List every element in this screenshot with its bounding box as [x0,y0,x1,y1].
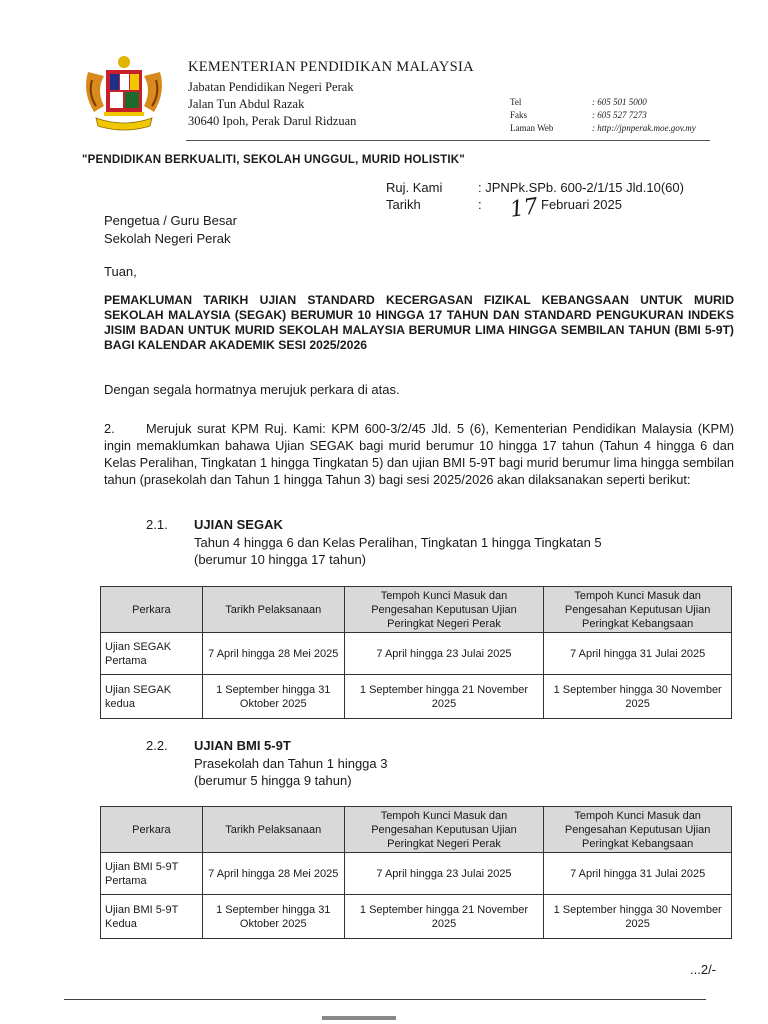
address-line-2: Jalan Tun Abdul Razak [188,97,305,111]
website-label: Laman Web [510,123,554,133]
table-row [101,853,732,895]
column-header: Perkara [101,587,203,633]
section-2-1-line1: Tahun 4 hingga 6 dan Kelas Peralihan, Tingkatan 1 hingga Tingkatan 5 [194,535,602,550]
section-2-2-title: UJIAN BMI 5-9T [194,738,291,753]
column-header: Perkara [101,807,203,853]
table-cell: Ujian BMI 5-9T Pertama [101,853,203,895]
handwritten-day: 17 [508,194,540,223]
table-cell: 7 April hingga 28 Mei 2025 [202,633,344,675]
table-row [101,895,732,939]
table-cell: Ujian SEGAK kedua [101,675,203,719]
section-2-1-line2: (berumur 10 hingga 17 tahun) [194,552,367,567]
column-header: Tempoh Kunci Masuk dan Pengesahan Keputusan Ujian Peringkat Kebangsaan [544,807,732,853]
page-continuation: ...2/- [690,962,717,977]
salutation: Tuan, [104,264,137,279]
tel-label: Tel [510,97,522,107]
recipient-line-2: Sekolah Negeri Perak [104,231,231,246]
address-line-3: 30640 Ipoh, Perak Darul Ridzuan [188,114,357,128]
footer-logo-strip [322,1016,396,1020]
recipient-line-1: Pengetua / Guru Besar [104,213,237,228]
opening-line: Dengan segala hormatnya merujuk perkara di atas. [104,382,400,397]
table-cell: 7 April hingga 28 Mei 2025 [202,853,344,895]
section-2-2-number: 2.2. [146,738,168,753]
table-cell: Ujian SEGAK Pertama [101,633,203,675]
column-header: Tarikh Pelaksanaan [202,807,344,853]
paragraph-2-text: Merujuk surat KPM Ruj. Kami: KPM 600-3/2/45 Jld. 5 (6), Kementerian Pendidikan Malaysia (KPM) ingin memaklumkan bahawa Ujian SEGAK bagi murid berumur 10 hingga 17 tahun (Tahun 4 hingga 6 dan Kelas Peralihan, Tingkatan 1 hingga Tingkatan 5) dan ujian BMI 5-9T bagi murid berumur lima hingga sembilan tahun (prasekolah dan Tahun 1 hingga Tahun 3) bagi sesi 2025/2026 akan dilaksanakan seperti berikut: [104,421,734,487]
section-2-1-number: 2.1. [146,517,168,532]
fax-value: : 605 527 7273 [592,110,647,120]
table-cell: 1 September hingga 30 November 2025 [544,895,732,939]
table-cell: 7 April hingga 23 Julai 2025 [344,633,544,675]
website-value: : http://jpnperak.moe.gov.my [592,123,696,133]
table-cell: 1 September hingga 30 November 2025 [544,675,732,719]
malaysia-coat-of-arms-logo [74,52,174,134]
table-row [101,633,732,675]
letterhead-divider [186,140,710,141]
segak-schedule-table [100,586,732,719]
table-cell: 1 September hingga 31 Oktober 2025 [202,895,344,939]
letter-subject: PEMAKLUMAN TARIKH UJIAN STANDARD KECERGASAN FIZIKAL KEBANGSAAN UNTUK MURID SEKOLAH MALAYSIA (SEGAK) BERUMUR 10 HINGGA 17 TAHUN DAN STANDARD PENGUKURAN INDEKS JISIM BADAN UNTUK MURID SEKOLAH MALAYSIA BERUMUR LIMA HINGGA SEMBILAN TAHUN (BMI 5-9T) BAGI KALENDAR AKADEMIK SESI 2025/2026 [104,293,734,352]
ministry-name: KEMENTERIAN PENDIDIKAN MALAYSIA [188,59,474,75]
section-2-2-line1: Prasekolah dan Tahun 1 hingga 3 [194,756,388,771]
motto: "PENDIDIKAN BERKUALITI, SEKOLAH UNGGUL, MURID HOLISTIK" [82,154,465,166]
section-2-2-line2: (berumur 5 hingga 9 tahun) [194,773,352,788]
ruj-label: Ruj. Kami [386,180,443,195]
column-header: Tempoh Kunci Masuk dan Pengesahan Keputusan Ujian Peringkat Negeri Perak [344,587,544,633]
bmi-schedule-table [100,806,732,939]
tarikh-colon: : [478,197,482,212]
tarikh-value: Februari 2025 [541,197,622,212]
footer-divider [64,999,706,1000]
fax-label: Faks [510,110,528,120]
table-header-row [101,807,732,853]
column-header: Tarikh Pelaksanaan [202,587,344,633]
table-cell: 1 September hingga 21 November 2025 [344,895,544,939]
table-row [101,675,732,719]
tel-value: : 605 501 5000 [592,97,647,107]
table-cell: 7 April hingga 31 Julai 2025 [544,853,732,895]
table-cell: 7 April hingga 31 Julai 2025 [544,633,732,675]
section-2-1-title: UJIAN SEGAK [194,517,283,532]
tarikh-label: Tarikh [386,197,421,212]
column-header: Tempoh Kunci Masuk dan Pengesahan Keputusan Ujian Peringkat Negeri Perak [344,807,544,853]
table-header-row [101,587,732,633]
column-header: Tempoh Kunci Masuk dan Pengesahan Keputusan Ujian Peringkat Kebangsaan [544,587,732,633]
table-cell: 7 April hingga 23 Julai 2025 [344,853,544,895]
paragraph-2-number: 2. [104,421,115,436]
table-cell: 1 September hingga 31 Oktober 2025 [202,675,344,719]
table-cell: Ujian BMI 5-9T Kedua [101,895,203,939]
ruj-value: : JPNPk.SPb. 600-2/1/15 Jld.10(60) [478,180,684,195]
table-cell: 1 September hingga 21 November 2025 [344,675,544,719]
address-line-1: Jabatan Pendidikan Negeri Perak [188,80,354,94]
paragraph-2 [104,420,734,488]
